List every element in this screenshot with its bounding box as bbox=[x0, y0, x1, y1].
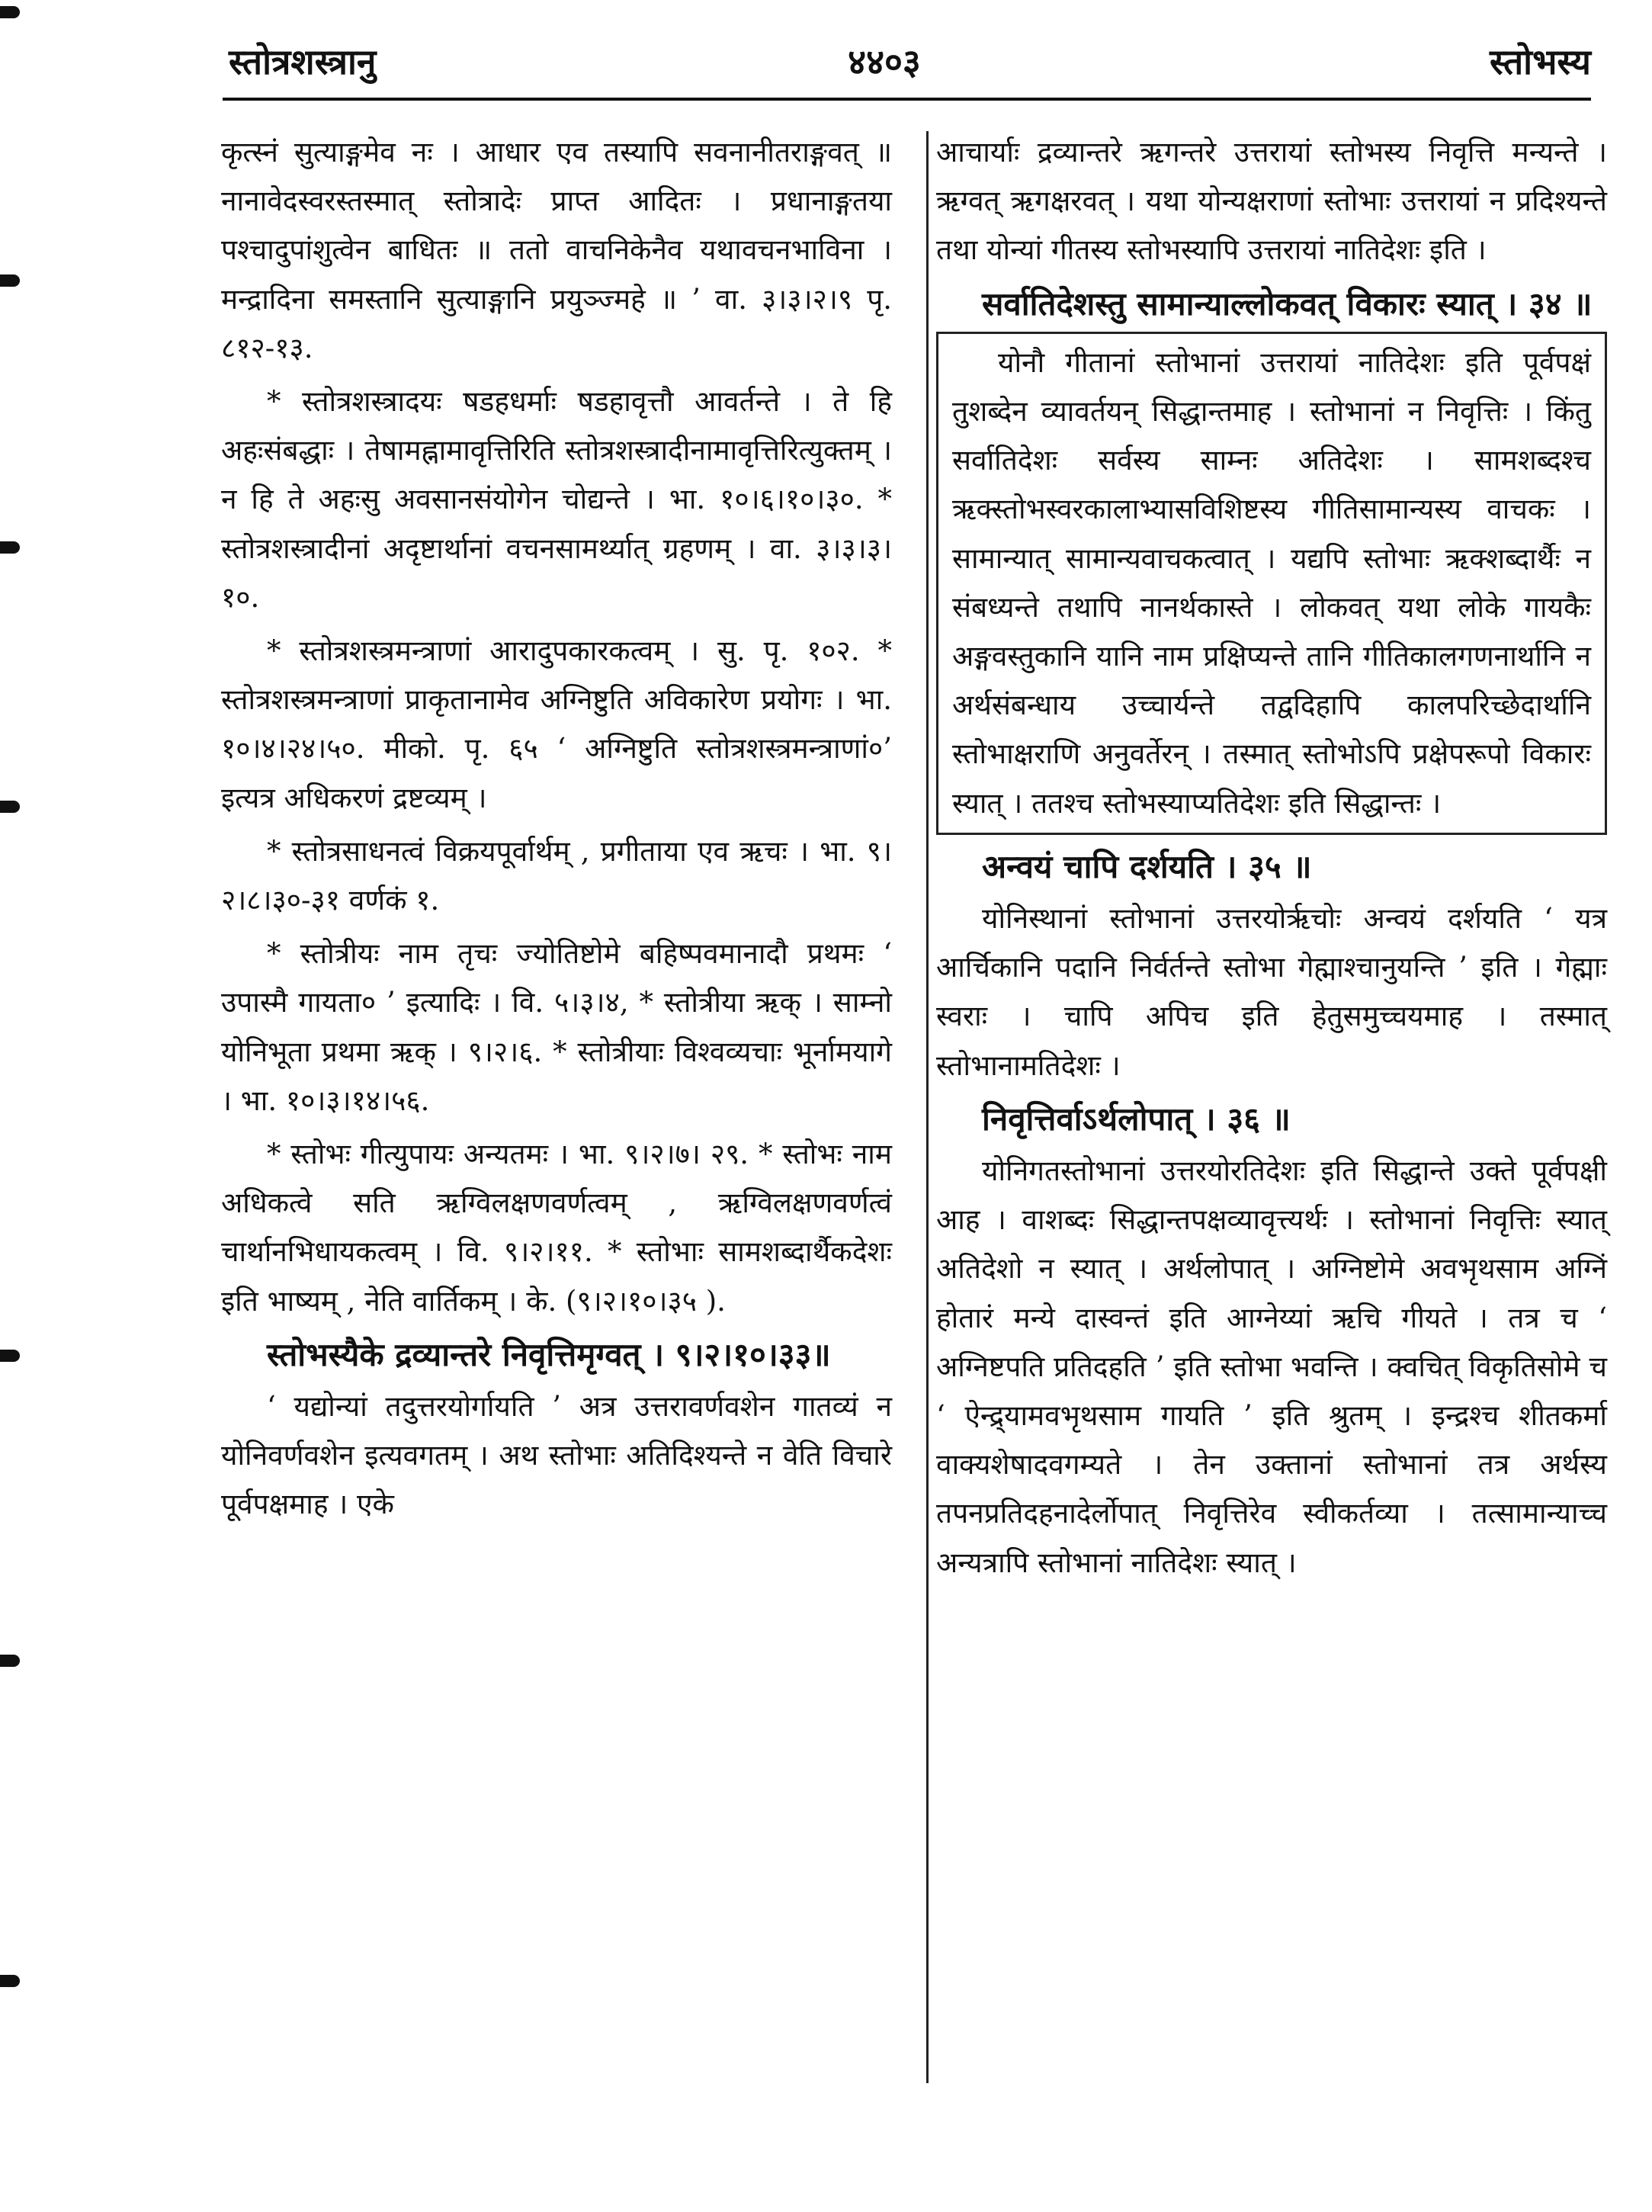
left-column bbox=[221, 128, 892, 1534]
sutra-heading: अन्वयं चापि दर्शयति । ३५ ॥ bbox=[982, 847, 1312, 885]
column-divider bbox=[926, 131, 929, 2083]
right-column bbox=[936, 128, 1607, 1592]
paragraph: योनिस्थानां स्तोभानां उत्तरयोर्ऋचोः अन्वयं दर्शयति ‘ यत्र आर्चिकानि पदानि निर्वर्तन्ते स्तोभा गेह्माश्चानुयन्ति ’ इति । गेह्माः स्वराः । चापि अपिच इति हेतुसमुच्चयमाह । तस्मात् स्तोभानामतिदेशः । bbox=[936, 902, 1607, 1082]
paragraph: ‘ यद्योन्यां तदुत्तरयोर्गायति ’ अत्र उत्तरावर्णवशेन गातव्यं न योनिवर्णवशेन इत्यवगतम् । अथ स्तोभाः अतिदिश्यन्ते न वेति विचारे पूर्वपक्षमाह । एके bbox=[221, 1390, 892, 1521]
paragraph: आचार्याः द्रव्यान्तरे ऋगन्तरे उत्तरायां स्तोभस्य निवृत्ति मन्यन्ते । ऋग्वत् ऋगक्षरवत् । यथा योन्यक्षराणां स्तोभाः उत्तरायां न प्रदिश्यन्ते तथा योन्यां गीतस्य स्तोभस्यापि उत्तरायां नातिदेशः इति । bbox=[936, 136, 1607, 267]
running-head-left: स्तोत्रशस्त्रानु bbox=[229, 41, 377, 82]
scan-mark bbox=[0, 274, 20, 287]
paragraph: योनौ गीतानां स्तोभानां उत्तरायां नातिदेशः इति पूर्वपक्षं तुशब्देन व्यावर्तयन् सिद्धान्तमाह । स्तोभानां न निवृत्तिः । किंतु सर्वातिदेशः सर्वस्य साम्नः अतिदेशः । सामशब्दश्च ऋक्स्तोभस्वरकालाभ्यासविशिष्टस्य गीतिसामान्यस्य वाचकः । सामान्यात् सामान्यवाचकत्वात् । यद्यपि स्तोभाः ऋक्शब्दार्थैः न संबध्यन्ते तथापि नानर्थकास्ते । लोकवत् यथा लोके गायकैः अङ्गवस्तुकानि यानि नाम प्रक्षिप्यन्ते तानि गीतिकालगणनार्थानि न अर्थसंबन्धाय उच्चार्यन्ते तद्वदिहापि कालपरिच्छेदार्थानि स्तोभाक्षराणि अनुवर्तेरन् । तस्मात् स्तोभोऽपि प्रक्षेपरूपो विकारः स्यात् । ततश्च स्तोभस्याप्यतिदेशः इति सिद्धान्तः । bbox=[952, 345, 1591, 820]
scan-mark bbox=[0, 1350, 20, 1362]
header-rule bbox=[223, 98, 1591, 101]
scan-mark bbox=[0, 6, 20, 18]
scan-mark bbox=[0, 801, 20, 813]
sutra-heading: सर्वातिदेशस्तु सामान्याल्लोकवत् विकारः स्यात् । ३४ ॥ bbox=[982, 284, 1593, 323]
paragraph: * स्तोत्रशस्त्रादयः षडहधर्माः षडहावृत्तौ आवर्तन्ते । ते हि अहःसंबद्धाः । तेषामह्नामावृत्तिरिति स्तोत्रशस्त्रादीनामावृत्तिरित्युक्तम् । न हि ते अहःसु अवसानसंयोगेन चोद्यन्ते । भा. १०।६।१०।३०. * स्तोत्रशस्त्रादीनां अदृष्टार्थानां वचनसामर्थ्यात् ग्रहणम् । वा. ३।३।३।१०. bbox=[221, 385, 892, 614]
scan-mark bbox=[0, 541, 20, 554]
running-head-right: स्तोभस्य bbox=[1490, 41, 1591, 82]
sutra-heading: निवृत्तिर्वाऽर्थलोपात् । ३६ ॥ bbox=[982, 1100, 1291, 1138]
page-number: ४४०३ bbox=[848, 41, 921, 82]
boxed-commentary bbox=[936, 332, 1607, 835]
paragraph: * स्तोत्रीयः नाम तृचः ज्योतिष्टोमे बहिष्पवमानादौ प्रथमः ‘ उपास्मै गायता० ’ इत्यादिः । वि. ५।३।४, * स्तोत्रीया ऋक् । साम्नो योनिभूता प्रथमा ऋक् । ९।२।६. * स्तोत्रीयाः विश्वव्यचाः भूर्नामयागे । भा. १०।३।१४।५६. bbox=[221, 937, 892, 1117]
paragraph: * स्तोभः गीत्युपायः अन्यतमः । भा. ९।२।७। २९. * स्तोभः नाम अधिकत्वे सति ऋग्विलक्षणवर्णत्वम् , ऋग्विलक्षणवर्णत्वं चार्थानभिधायकत्वम् । वि. ९।२।११. * स्तोभाः सामशब्दार्थैकदेशः इति भाष्यम् , नेति वार्तिकम् । के. (९।२।१०।३५ ). bbox=[221, 1138, 892, 1318]
paragraph: योनिगतस्तोभानां उत्तरयोरतिदेशः इति सिद्धान्ते उक्ते पूर्वपक्षी आह । वाशब्दः सिद्धान्तपक्षव्यावृत्त्यर्थः । स्तोभानां निवृत्तिः स्यात् अतिदेशो न स्यात् । अर्थलोपात् । अग्निष्टोमे अवभृथसाम अग्निं होतारं मन्ये दास्वन्तं इति आग्नेय्यां ऋचि गीयते । तत्र च ‘ अग्निष्टपति प्रतिदहति ’ इति स्तोभा भवन्ति । क्वचित् विकृतिसोमे च ‘ ऐन्द्र्यामवभृथसाम गायति ’ इति श्रुतम् । इन्द्रश्च शीतकर्मा वाक्यशेषादवगम्यते । तेन उक्तानां स्तोभानां तत्र अर्थस्य तपनप्रतिदहनादेर्लोपात् निवृत्तिरेव स्वीकर्तव्या । तत्सामान्याच्च अन्यत्रापि स्तोभानां नातिदेशः स्यात् । bbox=[936, 1154, 1607, 1579]
sutra-heading: स्तोभस्यैके द्रव्यान्तरे निवृत्तिमृग्वत् । ९।२।१०।३३॥ bbox=[267, 1335, 831, 1373]
paragraph: * स्तोत्रसाधनत्वं विक्रयपूर्वार्थम् , प्रगीताया एव ऋचः । भा. ९।२।८।३०-३१ वर्णकं १. bbox=[221, 834, 892, 917]
scan-mark bbox=[0, 1975, 20, 1987]
paragraph: कृत्स्नं सुत्याङ्गमेव नः । आधार एव तस्यापि सवनानीतराङ्गवत् ॥ नानावेदस्वरस्तस्मात् स्तोत्रादेः प्राप्त आदितः । प्रधानाङ्गतया पश्चादुपांशुत्वेन बाधितः ॥ ततो वाचनिकेनैव यथावचनभाविना । मन्द्रादिना समस्तानि सुत्याङ्गानि प्रयुञ्ज्महे ॥ ’ वा. ३।३।२।९ पृ. ८१२-१३. bbox=[221, 136, 892, 364]
scan-mark bbox=[0, 1655, 20, 1667]
paragraph: * स्तोत्रशस्त्रमन्त्राणां आरादुपकारकत्वम् । सु. पृ. १०२. * स्तोत्रशस्त्रमन्त्राणां प्राकृतानामेव अग्निष्टुति अविकारेण प्रयोगः । भा. १०।४।२४।५०. मीको. पृ. ६५ ‘ अग्निष्टुति स्तोत्रशस्त्रमन्त्राणां०’ इत्यत्र अधिकरणं द्रष्टव्यम् । bbox=[221, 634, 892, 814]
